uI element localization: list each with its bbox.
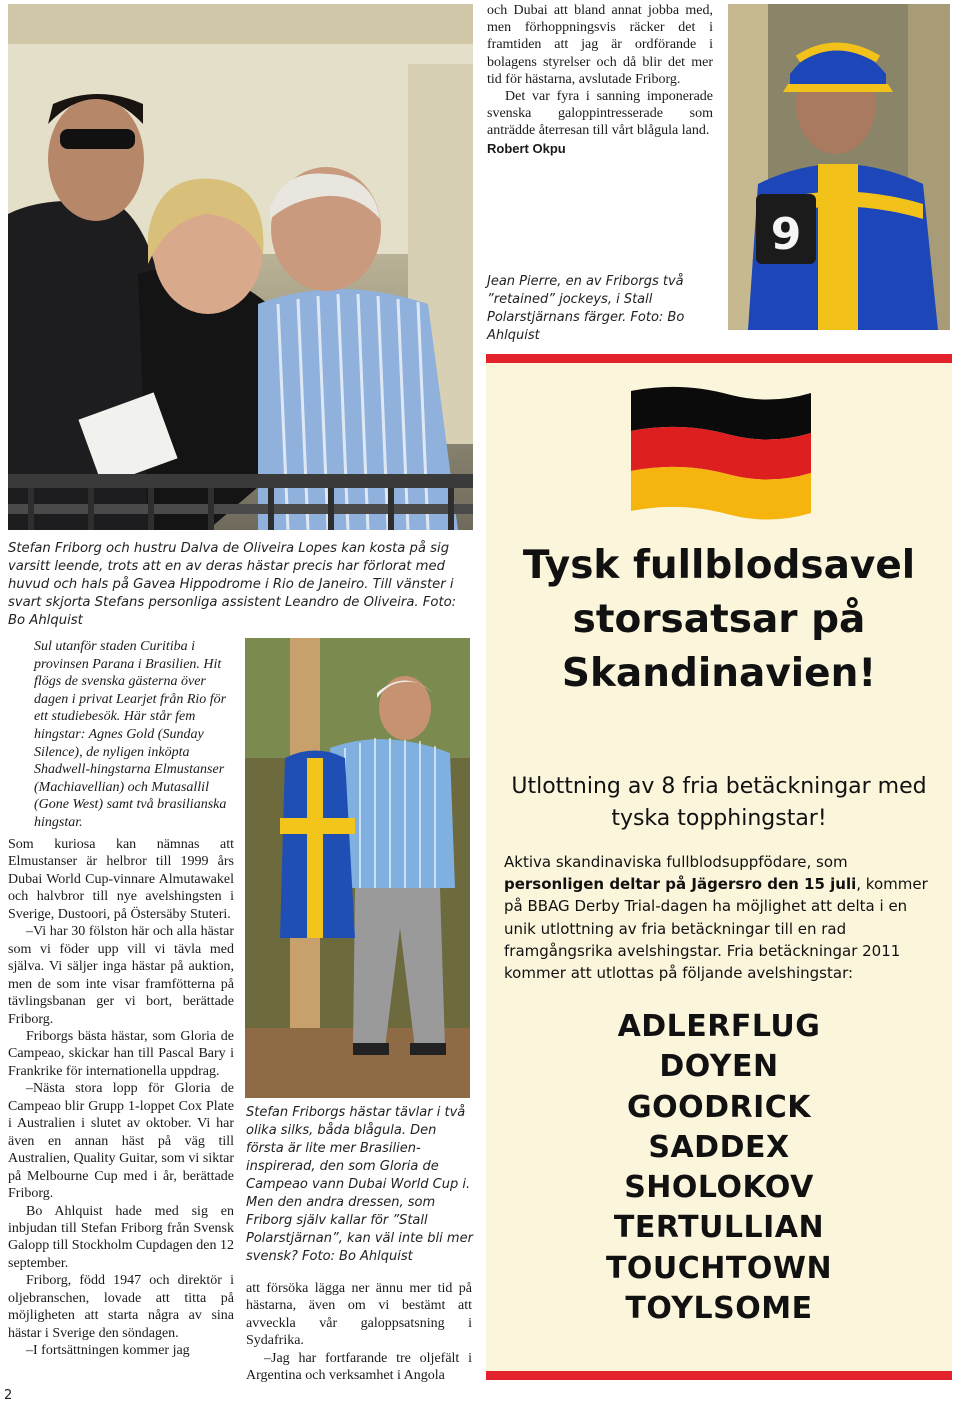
german-flag-icon bbox=[621, 385, 821, 525]
family-photo bbox=[8, 4, 473, 530]
sidebar-italic bbox=[34, 638, 234, 832]
silks-caption bbox=[246, 1104, 474, 1266]
family-caption bbox=[8, 540, 468, 630]
top-article-text bbox=[487, 2, 713, 157]
silks-photo bbox=[245, 638, 470, 1098]
jockey-photo bbox=[728, 4, 950, 330]
ad-body bbox=[504, 851, 940, 984]
body-column-left bbox=[8, 836, 234, 1360]
stallion-list bbox=[506, 1007, 932, 1329]
byline: Robert Okpu bbox=[487, 140, 566, 156]
jockey-caption-text: Jean Pierre, en av Friborgs två ”retained” jockeys, i Stall Polarstjärnans färger. Foto: Bo Ahlquist bbox=[487, 274, 685, 343]
stallion-name: TERTULLIAN bbox=[613, 1210, 825, 1246]
page-number: 2 bbox=[4, 1388, 13, 1403]
body-paragraph-2: –Vi har 30 fölston här och alla hästar som vi föder upp vill vi tävla med själva. Vi säljer inga hästar på auktion, men de som inte visar framfötterna på tävlingsbanan ger vi bort, berättade Friborg. bbox=[8, 924, 234, 1027]
ad-subheadline: Utlottning av 8 fria betäckningar med tyska topphingstar! bbox=[511, 774, 927, 831]
body-paragraph-4: –Nästa stora lopp för Gloria de Campeao blir Grupp 1-loppet Cox Plate i Australien i slutet av oktober. Vi har även en annan häst på väg till Australien, Quality Guitar, som vi siktar på Melbourne Cup med i år, berättade Friborg. bbox=[8, 1081, 234, 1202]
body-paragraph-1: Som kuriosa kan nämnas att Elmustanser är helbror till 1999 års Dubai World Cup-vinnare Almutawakel och halvbror till nye avelshingsten i Sverige, Dustoori, på Östersäby Stuteri. bbox=[8, 837, 234, 922]
stallion-name: DOYEN bbox=[659, 1049, 779, 1085]
middle-paragraph-1: att försöka lägga ner ännu mer tid på hästarna, även om vi bestämt att avveckla vår galoppsatsning i Sydafrika. bbox=[246, 1281, 472, 1349]
stallion-name: GOODRICK bbox=[626, 1089, 812, 1125]
svg-text:9: 9 bbox=[770, 209, 802, 260]
ad-headline: Tysk fullblodsavel storsatsar på Skandinavien! bbox=[522, 543, 916, 696]
stallion-name: SADDEX bbox=[648, 1129, 790, 1165]
body-paragraph-6: Friborg, född 1947 och direktör i oljebranschen, lovade att titta på möjligheten att starta några av sina hästar i Sverige den söndagen. bbox=[8, 1273, 234, 1341]
stallion-name: TOUCHTOWN bbox=[605, 1250, 833, 1286]
ad-body-text-2: , kommer på BBAG Derby Trial-dagen ha möjlighet att delta i en unik utlottning av fria betäckningar till en rad framgångsrika avelshingstar. Fria betäckningar 2011 kommer att utlottas på följande avelshingstar: bbox=[504, 875, 928, 983]
body-paragraph-7: –I fortsättningen kommer jag bbox=[26, 1343, 190, 1359]
stallion-name: SHOLOKOV bbox=[624, 1170, 814, 1206]
body-column-middle bbox=[246, 1280, 472, 1384]
german-breeding-ad bbox=[486, 354, 952, 1380]
top-paragraph: och Dubai att bland annat jobba med, men förhoppningsvis räcker det i framtiden att jag är ordförande i bolagens styrelser och då blir det mer tid för hästarna, avslutade Friborg. bbox=[487, 3, 713, 87]
middle-paragraph-2: –Jag har fortfarande tre oljefält i Argentina och verksamhet i Angola bbox=[246, 1350, 472, 1384]
stallion-name: ADLERFLUG bbox=[617, 1009, 821, 1044]
ad-body-text-1: Aktiva skandinaviska fullblodsuppfödare, som bbox=[504, 853, 848, 871]
family-caption-text: Stefan Friborg och hustru Dalva de Oliveira Lopes kan kosta på sig varsitt leende, trots att en av deras hästar precis har förlorat med huvud och hals på Gavea Hippodrome i Rio de Janeiro. Till vänster i svart skjorta Stefans personliga assistent Leandro de Oliveira. Foto: Bo Ahlquist bbox=[8, 541, 457, 628]
top-paragraph-2: Det var fyra i sanning imponerade svenska galoppintresserade som anträdde återresan till vårt blågula land. bbox=[487, 89, 713, 139]
jockey-caption bbox=[487, 273, 715, 345]
stallion-name: TOYLSOME bbox=[625, 1291, 813, 1327]
silks-caption-text: Stefan Friborgs hästar tävlar i två olika silks, båda blågula. Den första är lite mer Brasilien-inspirerad, den som Gloria de Campeao vann Dubai World Cup i. Men den andra dressen, som Friborg själv kallar för ”Stall Polarstjärnan”, kan väl inte bli mer svensk? Foto: Bo Ahlquist bbox=[246, 1105, 473, 1264]
ad-body-bold: personligen deltar på Jägersro den 15 juli bbox=[504, 875, 857, 894]
body-paragraph-5: Bo Ahlquist hade med sig en inbjudan till Stefan Friborg från Svensk Galopp till Stockholm Cupdagen den 12 september. bbox=[8, 1203, 234, 1271]
body-paragraph-3: Friborgs bästa hästar, som Gloria de Campeao, skickar han till Pascal Bary i Frankrike för internationella uppdrag. bbox=[8, 1028, 234, 1079]
sidebar-italic-text: Sul utanför staden Curitiba i provinsen Parana i Brasilien. Hit flögs de svenska gästerna över dagen i privat Learjet från Rio för ett studiebesök. Här står fem hingstar: Agnes Gold (Sunday Silence), de nyligen inköpta Shadwell-hingstarna Elmustanser (Machiavellian) och Mutasallil (Gone West) samt två brasilianska hingstar. bbox=[34, 639, 227, 830]
